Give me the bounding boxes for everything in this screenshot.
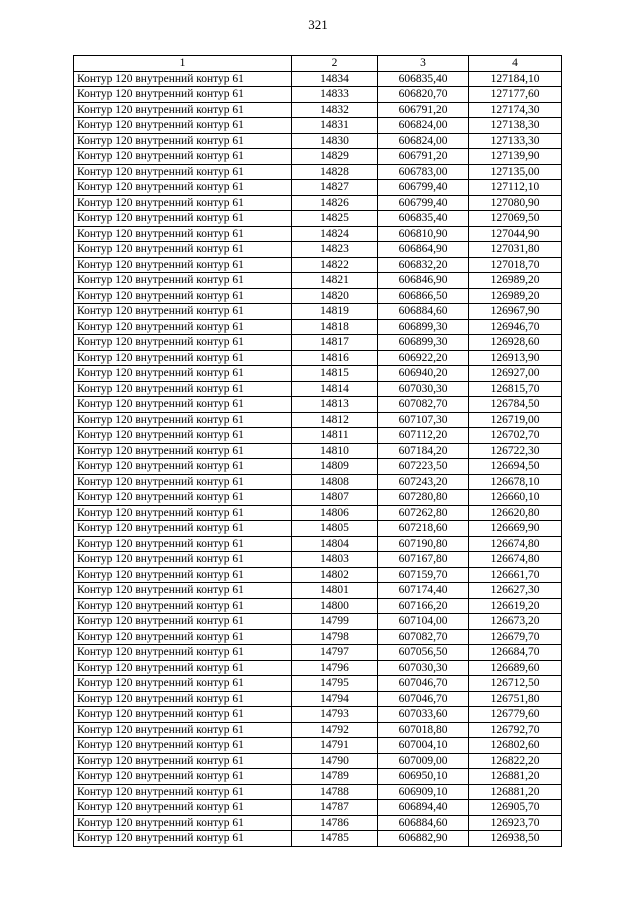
x-coordinate-cell: 606835,40 [378,211,469,227]
y-coordinate-cell: 126679,70 [469,629,562,645]
table-row [74,350,562,366]
y-coordinate-cell: 126938,50 [469,831,562,847]
contour-name-cell: Контур 120 внутренний контур 61 [74,397,292,413]
contour-name-cell: Контур 120 внутренний контур 61 [74,87,292,103]
contour-name-cell: Контур 120 внутренний контур 61 [74,505,292,521]
x-coordinate-cell: 606950,10 [378,769,469,785]
contour-name-cell: Контур 120 внутренний контур 61 [74,722,292,738]
y-coordinate-cell: 126684,70 [469,645,562,661]
point-number-cell: 14792 [292,722,378,738]
contour-name-cell: Контур 120 внутренний контур 61 [74,691,292,707]
coordinates-table [73,55,562,847]
y-coordinate-cell: 126694,50 [469,459,562,475]
page-number: 321 [308,17,328,32]
y-coordinate-cell: 127069,50 [469,211,562,227]
y-coordinate-cell: 126923,70 [469,815,562,831]
table-row [74,552,562,568]
table-row [74,257,562,273]
x-coordinate-cell: 607174,40 [378,583,469,599]
x-coordinate-cell: 607167,80 [378,552,469,568]
x-coordinate-cell: 606835,40 [378,71,469,87]
table-row [74,226,562,242]
table-row [74,366,562,382]
contour-name-cell: Контур 120 внутренний контур 61 [74,645,292,661]
y-coordinate-cell: 126967,90 [469,304,562,320]
x-coordinate-cell: 606799,40 [378,180,469,196]
point-number-cell: 14819 [292,304,378,320]
point-number-cell: 14829 [292,149,378,165]
point-number-cell: 14822 [292,257,378,273]
contour-name-cell: Контур 120 внутренний контур 61 [74,831,292,847]
table-row [74,676,562,692]
point-number-cell: 14801 [292,583,378,599]
table-row [74,133,562,149]
column-header-4: 4 [469,56,562,72]
y-coordinate-cell: 126751,80 [469,691,562,707]
table-row [74,490,562,506]
y-coordinate-cell: 126822,20 [469,753,562,769]
contour-name-cell: Контур 120 внутренний контур 61 [74,567,292,583]
point-number-cell: 14809 [292,459,378,475]
y-coordinate-cell: 126669,90 [469,521,562,537]
contour-name-cell: Контур 120 внутренний контур 61 [74,381,292,397]
y-coordinate-cell: 127138,30 [469,118,562,134]
contour-name-cell: Контур 120 внутренний контур 61 [74,784,292,800]
point-number-cell: 14808 [292,474,378,490]
table-row [74,769,562,785]
contour-name-cell: Контур 120 внутренний контур 61 [74,412,292,428]
x-coordinate-cell: 607243,20 [378,474,469,490]
contour-name-cell: Контур 120 внутренний контур 61 [74,769,292,785]
contour-name-cell: Контур 120 внутренний контур 61 [74,304,292,320]
y-coordinate-cell: 127135,00 [469,164,562,180]
x-coordinate-cell: 607218,60 [378,521,469,537]
point-number-cell: 14798 [292,629,378,645]
contour-name-cell: Контур 120 внутренний контур 61 [74,428,292,444]
column-header-2: 2 [292,56,378,72]
y-coordinate-cell: 126928,60 [469,335,562,351]
y-coordinate-cell: 126815,70 [469,381,562,397]
contour-name-cell: Контур 120 внутренний контур 61 [74,521,292,537]
contour-name-cell: Контур 120 внутренний контур 61 [74,443,292,459]
y-coordinate-cell: 127184,10 [469,71,562,87]
x-coordinate-cell: 606820,70 [378,87,469,103]
contour-name-cell: Контур 120 внутренний контур 61 [74,319,292,335]
table-row [74,831,562,847]
x-coordinate-cell: 607018,80 [378,722,469,738]
table-header-row [74,56,562,72]
y-coordinate-cell: 127139,90 [469,149,562,165]
table-row [74,397,562,413]
contour-name-cell: Контур 120 внутренний контур 61 [74,195,292,211]
x-coordinate-cell: 607082,70 [378,629,469,645]
y-coordinate-cell: 126660,10 [469,490,562,506]
x-coordinate-cell: 607046,70 [378,691,469,707]
point-number-cell: 14795 [292,676,378,692]
y-coordinate-cell: 126627,30 [469,583,562,599]
point-number-cell: 14824 [292,226,378,242]
y-coordinate-cell: 126674,80 [469,536,562,552]
column-header-3: 3 [378,56,469,72]
x-coordinate-cell: 607184,20 [378,443,469,459]
x-coordinate-cell: 607262,80 [378,505,469,521]
x-coordinate-cell: 606899,30 [378,335,469,351]
y-coordinate-cell: 126905,70 [469,800,562,816]
table-row [74,288,562,304]
contour-name-cell: Контур 120 внутренний контур 61 [74,71,292,87]
point-number-cell: 14818 [292,319,378,335]
point-number-cell: 14814 [292,381,378,397]
y-coordinate-cell: 126881,20 [469,784,562,800]
point-number-cell: 14821 [292,273,378,289]
x-coordinate-cell: 606832,20 [378,257,469,273]
x-coordinate-cell: 606783,00 [378,164,469,180]
table-row [74,583,562,599]
point-number-cell: 14823 [292,242,378,258]
x-coordinate-cell: 607046,70 [378,676,469,692]
contour-name-cell: Контур 120 внутренний контур 61 [74,707,292,723]
table-row [74,815,562,831]
contour-name-cell: Контур 120 внутренний контур 61 [74,257,292,273]
contour-name-cell: Контур 120 внутренний контур 61 [74,815,292,831]
point-number-cell: 14825 [292,211,378,227]
x-coordinate-cell: 607107,30 [378,412,469,428]
table-row [74,381,562,397]
y-coordinate-cell: 126802,60 [469,738,562,754]
point-number-cell: 14791 [292,738,378,754]
contour-name-cell: Контур 120 внутренний контур 61 [74,164,292,180]
contour-name-cell: Контур 120 внутренний контур 61 [74,536,292,552]
point-number-cell: 14830 [292,133,378,149]
y-coordinate-cell: 126779,60 [469,707,562,723]
point-number-cell: 14828 [292,164,378,180]
contour-name-cell: Контур 120 внутренний контур 61 [74,149,292,165]
x-coordinate-cell: 607280,80 [378,490,469,506]
table-row [74,87,562,103]
table-row [74,335,562,351]
point-number-cell: 14786 [292,815,378,831]
point-number-cell: 14817 [292,335,378,351]
contour-name-cell: Контур 120 внутренний контур 61 [74,459,292,475]
table-row [74,753,562,769]
point-number-cell: 14831 [292,118,378,134]
table-row [74,102,562,118]
table-row [74,645,562,661]
y-coordinate-cell: 127174,30 [469,102,562,118]
x-coordinate-cell: 606940,20 [378,366,469,382]
table-row [74,180,562,196]
point-number-cell: 14806 [292,505,378,521]
contour-name-cell: Контур 120 внутренний контур 61 [74,552,292,568]
point-number-cell: 14789 [292,769,378,785]
table-row [74,722,562,738]
point-number-cell: 14800 [292,598,378,614]
y-coordinate-cell: 126722,30 [469,443,562,459]
point-number-cell: 14804 [292,536,378,552]
contour-name-cell: Контур 120 внутренний контур 61 [74,366,292,382]
point-number-cell: 14826 [292,195,378,211]
table-row [74,242,562,258]
point-number-cell: 14802 [292,567,378,583]
table-row [74,412,562,428]
point-number-cell: 14803 [292,552,378,568]
contour-name-cell: Контур 120 внутренний контур 61 [74,660,292,676]
point-number-cell: 14805 [292,521,378,537]
contour-name-cell: Контур 120 внутренний контур 61 [74,738,292,754]
contour-name-cell: Контур 120 внутренний контур 61 [74,288,292,304]
table-row [74,800,562,816]
point-number-cell: 14820 [292,288,378,304]
y-coordinate-cell: 126927,00 [469,366,562,382]
contour-name-cell: Контур 120 внутренний контур 61 [74,242,292,258]
y-coordinate-cell: 126674,80 [469,552,562,568]
y-coordinate-cell: 126702,70 [469,428,562,444]
point-number-cell: 14816 [292,350,378,366]
table-row [74,707,562,723]
contour-name-cell: Контур 120 внутренний контур 61 [74,180,292,196]
point-number-cell: 14787 [292,800,378,816]
x-coordinate-cell: 607030,30 [378,381,469,397]
table-row [74,211,562,227]
contour-name-cell: Контур 120 внутренний контур 61 [74,583,292,599]
x-coordinate-cell: 607112,20 [378,428,469,444]
table-row [74,598,562,614]
y-coordinate-cell: 126989,20 [469,273,562,289]
x-coordinate-cell: 606866,50 [378,288,469,304]
x-coordinate-cell: 607030,30 [378,660,469,676]
x-coordinate-cell: 607009,00 [378,753,469,769]
table-row [74,784,562,800]
x-coordinate-cell: 607056,50 [378,645,469,661]
contour-name-cell: Контур 120 внутренний контур 61 [74,474,292,490]
y-coordinate-cell: 127112,10 [469,180,562,196]
point-number-cell: 14797 [292,645,378,661]
table-row [74,614,562,630]
point-number-cell: 14807 [292,490,378,506]
point-number-cell: 14799 [292,614,378,630]
contour-name-cell: Контур 120 внутренний контур 61 [74,753,292,769]
x-coordinate-cell: 606899,30 [378,319,469,335]
y-coordinate-cell: 127080,90 [469,195,562,211]
table-row [74,149,562,165]
contour-name-cell: Контур 120 внутренний контур 61 [74,211,292,227]
y-coordinate-cell: 126689,60 [469,660,562,676]
contour-name-cell: Контур 120 внутренний контур 61 [74,598,292,614]
x-coordinate-cell: 606846,90 [378,273,469,289]
y-coordinate-cell: 127018,70 [469,257,562,273]
contour-name-cell: Контур 120 внутренний контур 61 [74,676,292,692]
y-coordinate-cell: 126719,00 [469,412,562,428]
x-coordinate-cell: 606884,60 [378,815,469,831]
y-coordinate-cell: 126946,70 [469,319,562,335]
x-coordinate-cell: 607166,20 [378,598,469,614]
x-coordinate-cell: 606824,00 [378,133,469,149]
y-coordinate-cell: 126673,20 [469,614,562,630]
y-coordinate-cell: 127177,60 [469,87,562,103]
point-number-cell: 14827 [292,180,378,196]
table-row [74,691,562,707]
table-row [74,505,562,521]
table-body [74,71,562,846]
point-number-cell: 14810 [292,443,378,459]
x-coordinate-cell: 606882,90 [378,831,469,847]
y-coordinate-cell: 127031,80 [469,242,562,258]
y-coordinate-cell: 126989,20 [469,288,562,304]
y-coordinate-cell: 126913,90 [469,350,562,366]
point-number-cell: 14796 [292,660,378,676]
table-row [74,660,562,676]
table-row [74,304,562,320]
point-number-cell: 14834 [292,71,378,87]
y-coordinate-cell: 127133,30 [469,133,562,149]
point-number-cell: 14790 [292,753,378,769]
point-number-cell: 14794 [292,691,378,707]
contour-name-cell: Контур 120 внутренний контур 61 [74,133,292,149]
y-coordinate-cell: 126661,70 [469,567,562,583]
table-row [74,195,562,211]
table-row [74,521,562,537]
x-coordinate-cell: 606922,20 [378,350,469,366]
column-header-1: 1 [74,56,292,72]
contour-name-cell: Контур 120 внутренний контур 61 [74,629,292,645]
table-row [74,738,562,754]
table-row [74,459,562,475]
contour-name-cell: Контур 120 внутренний контур 61 [74,102,292,118]
y-coordinate-cell: 126792,70 [469,722,562,738]
x-coordinate-cell: 606791,20 [378,149,469,165]
point-number-cell: 14793 [292,707,378,723]
table-row [74,273,562,289]
contour-name-cell: Контур 120 внутренний контур 61 [74,118,292,134]
x-coordinate-cell: 606884,60 [378,304,469,320]
y-coordinate-cell: 127044,90 [469,226,562,242]
point-number-cell: 14833 [292,87,378,103]
table-row [74,536,562,552]
table-row [74,71,562,87]
table-row [74,474,562,490]
table-row [74,629,562,645]
contour-name-cell: Контур 120 внутренний контур 61 [74,226,292,242]
x-coordinate-cell: 606810,90 [378,226,469,242]
contour-name-cell: Контур 120 внутренний контур 61 [74,350,292,366]
contour-name-cell: Контур 120 внутренний контур 61 [74,614,292,630]
y-coordinate-cell: 126881,20 [469,769,562,785]
x-coordinate-cell: 607004,10 [378,738,469,754]
x-coordinate-cell: 606864,90 [378,242,469,258]
x-coordinate-cell: 606909,10 [378,784,469,800]
x-coordinate-cell: 607104,00 [378,614,469,630]
point-number-cell: 14813 [292,397,378,413]
x-coordinate-cell: 606824,00 [378,118,469,134]
y-coordinate-cell: 126712,50 [469,676,562,692]
table-row [74,164,562,180]
contour-name-cell: Контур 120 внутренний контур 61 [74,800,292,816]
table-row [74,428,562,444]
table-row [74,443,562,459]
x-coordinate-cell: 606799,40 [378,195,469,211]
x-coordinate-cell: 607033,60 [378,707,469,723]
x-coordinate-cell: 606894,40 [378,800,469,816]
x-coordinate-cell: 607159,70 [378,567,469,583]
point-number-cell: 14811 [292,428,378,444]
x-coordinate-cell: 607190,80 [378,536,469,552]
x-coordinate-cell: 607082,70 [378,397,469,413]
table-row [74,319,562,335]
x-coordinate-cell: 607223,50 [378,459,469,475]
contour-name-cell: Контур 120 внутренний контур 61 [74,335,292,351]
point-number-cell: 14815 [292,366,378,382]
table-row [74,118,562,134]
point-number-cell: 14812 [292,412,378,428]
x-coordinate-cell: 606791,20 [378,102,469,118]
contour-name-cell: Контур 120 внутренний контур 61 [74,273,292,289]
y-coordinate-cell: 126678,10 [469,474,562,490]
y-coordinate-cell: 126620,80 [469,505,562,521]
point-number-cell: 14788 [292,784,378,800]
contour-name-cell: Контур 120 внутренний контур 61 [74,490,292,506]
y-coordinate-cell: 126784,50 [469,397,562,413]
table-row [74,567,562,583]
y-coordinate-cell: 126619,20 [469,598,562,614]
point-number-cell: 14832 [292,102,378,118]
point-number-cell: 14785 [292,831,378,847]
